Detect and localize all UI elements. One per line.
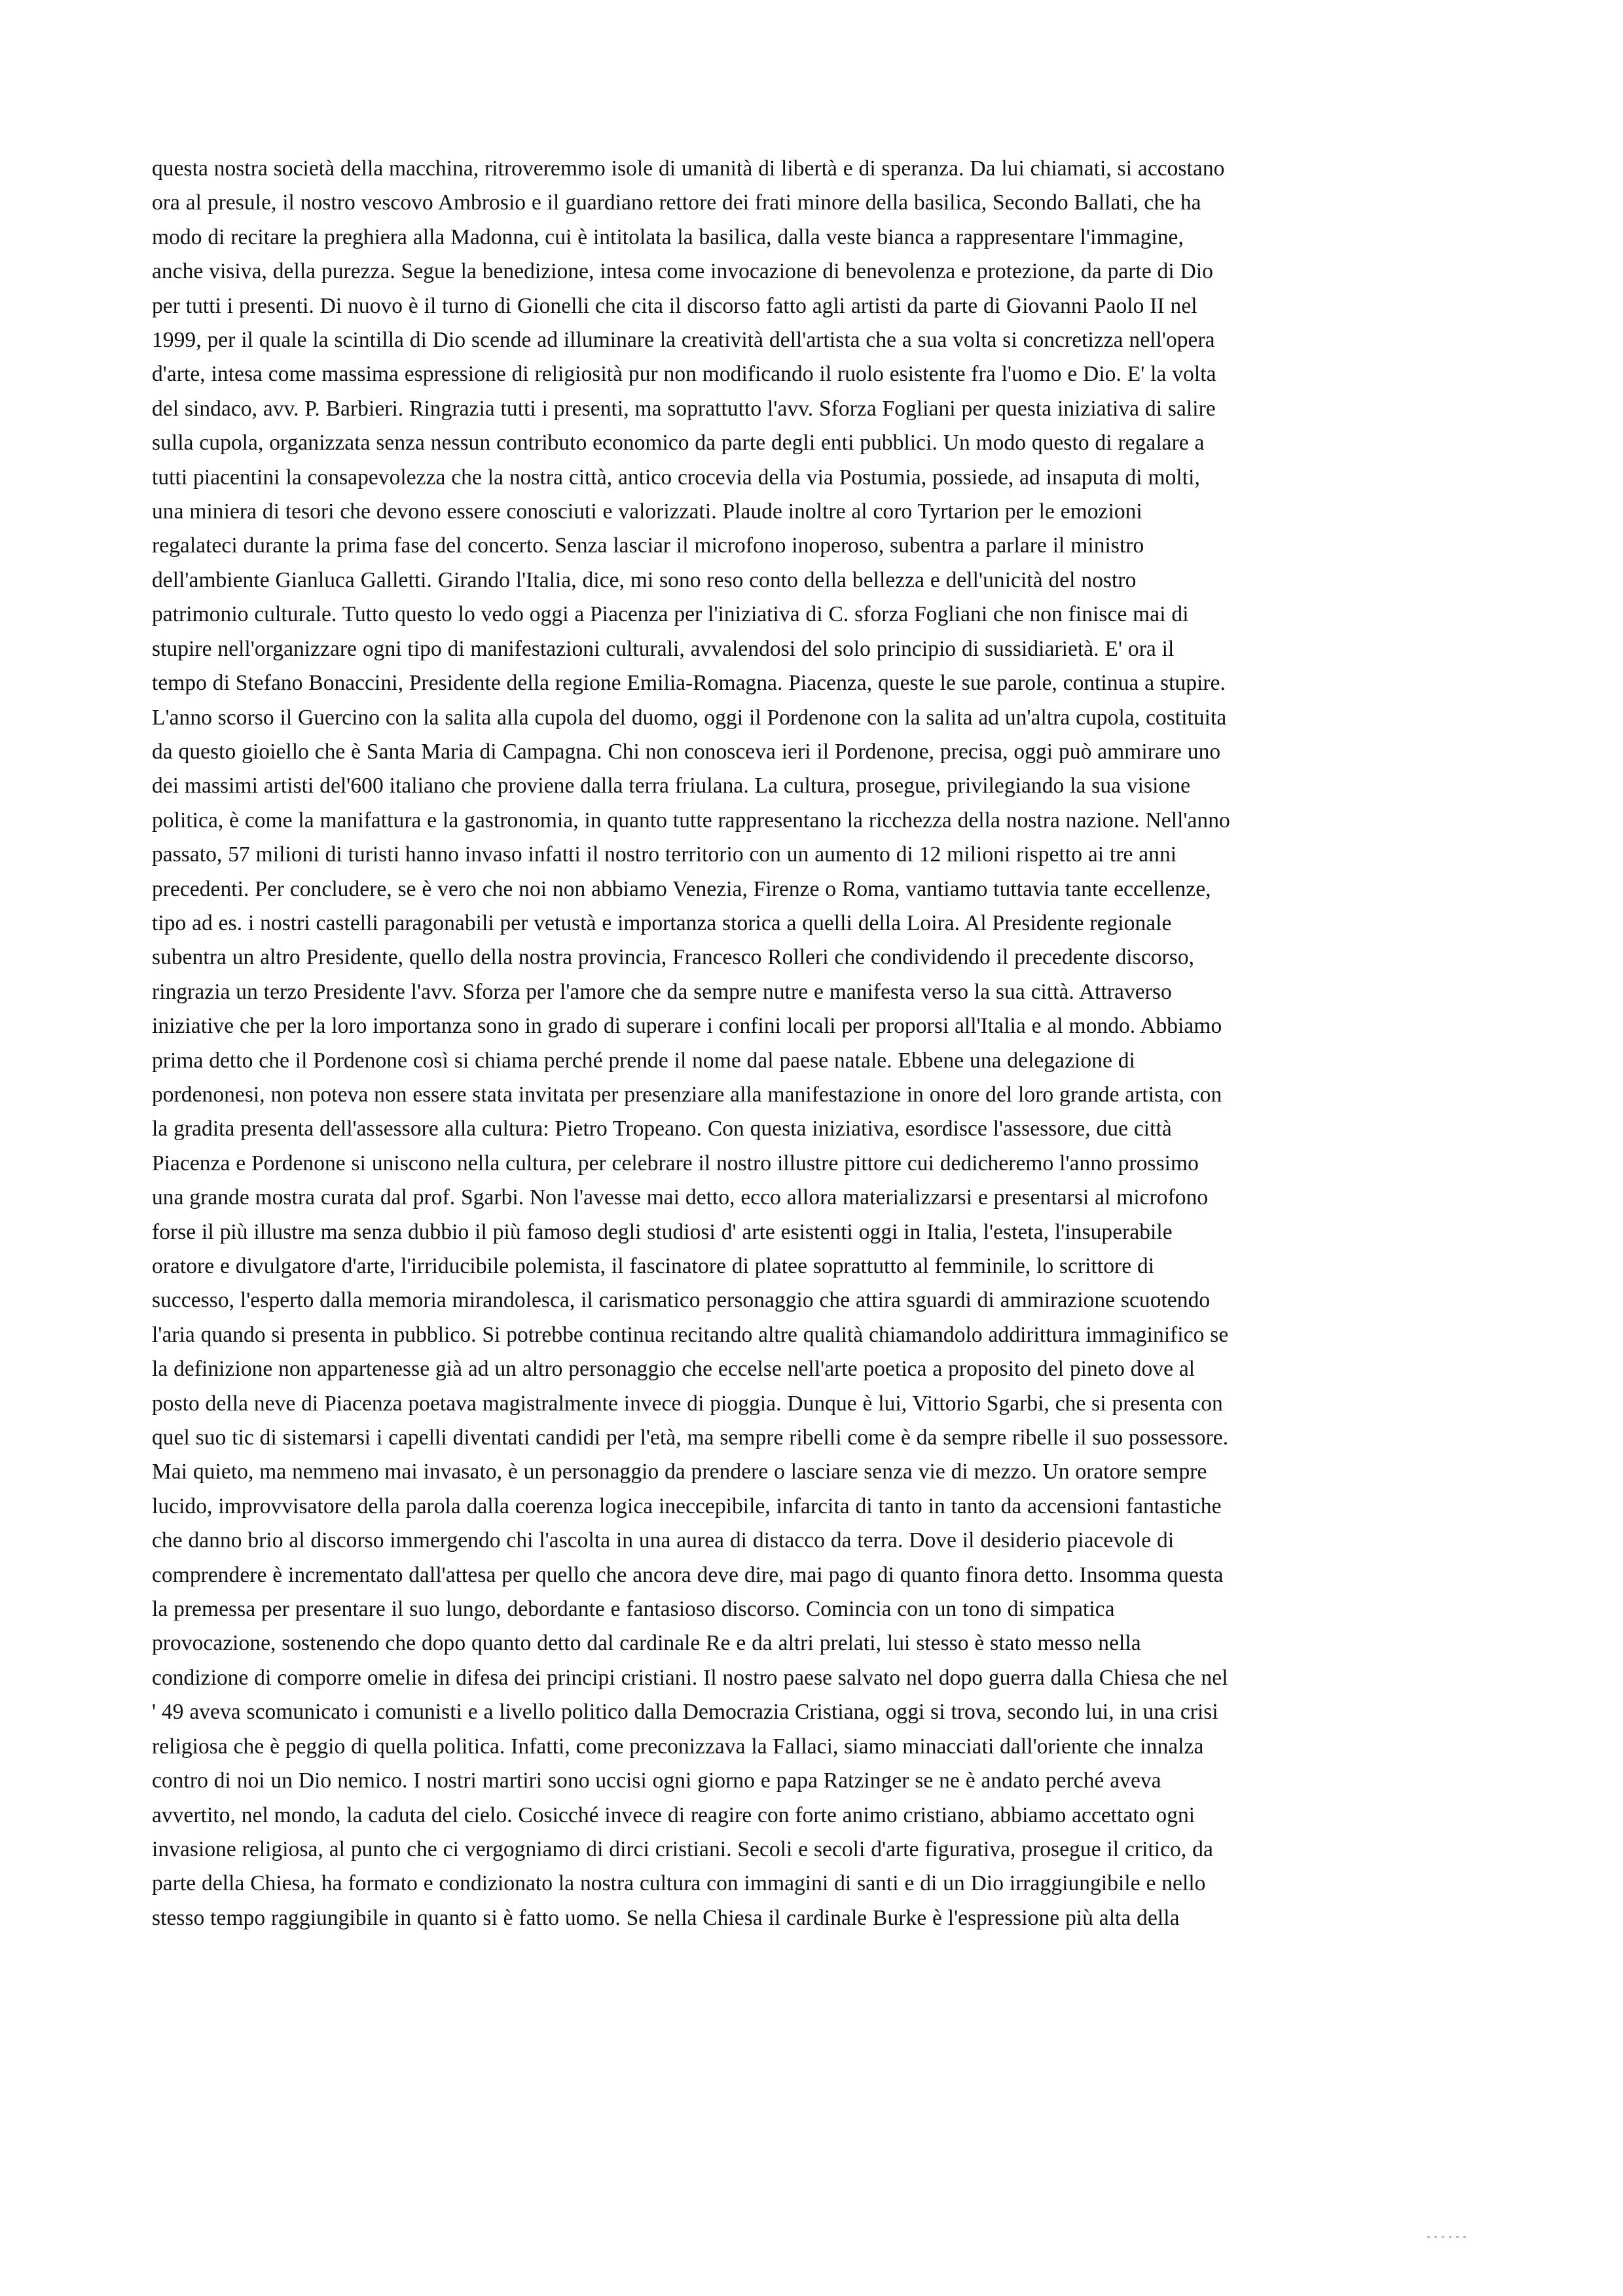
scan-tick [1463, 2236, 1466, 2238]
text-line: dei massimi artisti del'600 italiano che proviene dalla terra friulana. La cultura, prosegue, privilegiando la sua visione [152, 774, 1191, 798]
scan-tick [1456, 2236, 1459, 2238]
text-line: quel suo tic di sistemarsi i capelli diventati candidi per l'età, ma sempre ribelli come è da sempre ribelle il suo possessore. [152, 1426, 1229, 1450]
text-line: lucido, improvvisatore della parola dalla coerenza logica ineccepibile, infarcita di tanto in tanto da accensioni fantastiche [152, 1494, 1222, 1518]
scan-artifact-marks [1427, 2231, 1571, 2241]
text-line: Piacenza e Pordenone si uniscono nella cultura, per celebrare il nostro illustre pittore cui dedicheremo l'anno prossimo [152, 1151, 1199, 1175]
scan-tick [1427, 2236, 1430, 2238]
text-line: del sindaco, avv. P. Barbieri. Ringrazia tutti i presenti, ma soprattutto l'avv. Sforza Fogliani per questa iniziativa di salire [152, 396, 1216, 421]
text-line: oratore e divulgatore d'arte, l'irriducibile polemista, il fascinatore di platee soprattutto al femminile, lo scrittore di [152, 1254, 1155, 1278]
text-line: condizione di comporre omelie in difesa dei principi cristiani. Il nostro paese salvato nel dopo guerra dalla Chiesa che nel [152, 1665, 1228, 1690]
text-line: patrimonio culturale. Tutto questo lo vedo oggi a Piacenza per l'iniziativa di C. sforza Fogliani che non finisce mai di [152, 602, 1189, 627]
text-line: che danno brio al discorso immergendo chi l'ascolta in una aurea di distacco da terra. Dove il desiderio piacevole di [152, 1528, 1175, 1553]
text-line: provocazione, sostenendo che dopo quanto detto dal cardinale Re e da altri prelati, lui stesso è stato messo nella [152, 1631, 1141, 1656]
text-line: successo, l'esperto dalla memoria mirandolesca, il carismatico personaggio che attira sguardi di ammirazione scuotendo [152, 1288, 1211, 1313]
text-line: iniziative che per la loro importanza sono in grado di superare i confini locali per proporsi all'Italia e al mondo. Abbiamo [152, 1014, 1222, 1039]
text-line: dell'ambiente Gianluca Galletti. Girando l'Italia, dice, mi sono reso conto della bellezza e dell'unicità del nostro [152, 567, 1137, 592]
scan-tick [1434, 2236, 1437, 2238]
text-line: religiosa che è peggio di quella politica. Infatti, come preconizzava la Fallaci, siamo minacciati dall'oriente che innalza [152, 1734, 1204, 1759]
text-line: avvertito, nel mondo, la caduta del cielo. Cosicché invece di reagire con forte animo cristiano, abbiamo accettato ogni [152, 1803, 1195, 1827]
text-line: politica, è come la manifattura e la gastronomia, in quanto tutte rappresentano la ricchezza della nostra nazione. Nell'anno [152, 808, 1230, 833]
text-line: ringrazia un terzo Presidente l'avv. Sforza per l'amore che da sempre nutre e manifesta verso la sua città. Attraverso [152, 979, 1172, 1004]
text-line: precedenti. Per concludere, se è vero che noi non abbiamo Venezia, Firenze o Roma, vantiamo tuttavia tante eccellenze, [152, 876, 1211, 901]
text-line: tempo di Stefano Bonaccini, Presidente della regione Emilia-Romagna. Piacenza, queste le sue parole, continua a stupire. [152, 671, 1226, 696]
text-line: la gradita presenta dell'assessore alla cultura: Pietro Tropeano. Con questa iniziativa, esordisce l'assessore, due città [152, 1117, 1172, 1141]
text-line: da questo gioiello che è Santa Maria di Campagna. Chi non conosceva ieri il Pordenone, precisa, oggi può ammirare uno [152, 739, 1221, 764]
text-line: ora al presule, il nostro vescovo Ambrosio e il guardiano rettore dei frati minore della basilica, Secondo Ballati, che ha [152, 190, 1201, 215]
text-line: l'aria quando si presenta in pubblico. Si potrebbe continua recitando altre qualità chiamandolo addirittura immaginifico se [152, 1322, 1229, 1347]
text-line: una grande mostra curata dal prof. Sgarbi. Non l'avesse mai detto, ecco allora materializzarsi e presentarsi al microfono [152, 1185, 1209, 1210]
text-line: parte della Chiesa, ha formato e condizionato la nostra cultura con immagini di santi e di un Dio irraggiungibile e nello [152, 1871, 1206, 1896]
text-line: la premessa per presentare il suo lungo, debordante e fantasioso discorso. Comincia con un tono di simpatica [152, 1597, 1115, 1622]
scan-tick [1449, 2236, 1451, 2238]
text-line: forse il più illustre ma senza dubbio il più famoso degli studiosi d' arte esistenti oggi in Italia, l'esteta, l'insuperabile [152, 1219, 1173, 1244]
text-line: sulla cupola, organizzata senza nessun contributo economico da parte degli enti pubblici. Un modo questo di regalare a [152, 431, 1205, 456]
text-line: tipo ad es. i nostri castelli paragonabili per vetustà e importanza storica a quelli della Loira. Al Presidente regionale [152, 910, 1172, 935]
text-line: una miniera di tesori che devono essere conosciuti e valorizzati. Plaude inoltre al coro Tyrtarion per le emozioni [152, 499, 1142, 524]
text-line: comprendere è incrementato dall'attesa per quello che ancora deve dire, mai pago di quanto finora detto. Insomma questa [152, 1562, 1224, 1587]
text-line: stupire nell'organizzare ogni tipo di manifestazioni culturali, avvalendosi del solo principio di sussidiarietà. E' ora il [152, 636, 1175, 661]
text-line: ' 49 aveva scomunicato i comunisti e a livello politico dalla Democrazia Cristiana, oggi si trova, secondo lui, in una crisi [152, 1700, 1218, 1725]
text-line: per tutti i presenti. Di nuovo è il turno di Gionelli che cita il discorso fatto agli artisti da parte di Giovanni Paolo II nel [152, 293, 1197, 318]
text-line: modo di recitare la preghiera alla Madonna, cui è intitolata la basilica, dalla veste bianca a rappresentare l'immagine, [152, 224, 1184, 249]
body-text [152, 152, 1477, 1935]
text-line: anche visiva, della purezza. Segue la benedizione, intesa come invocazione di benevolenza e protezione, da parte di Dio [152, 259, 1213, 284]
body-paragraph [152, 152, 1477, 1935]
text-line: stesso tempo raggiungibile in quanto si è fatto uomo. Se nella Chiesa il cardinale Burke è l'espressione più alta della [152, 1905, 1180, 1930]
text-line: Mai quieto, ma nemmeno mai invasato, è un personaggio da prendere o lasciare senza vie di mezzo. Un oratore sempre [152, 1460, 1207, 1484]
text-line: posto della neve di Piacenza poetava magistralmente invece di pioggia. Dunque è lui, Vittorio Sgarbi, che si presenta con [152, 1391, 1223, 1416]
text-line: passato, 57 milioni di turisti hanno invaso infatti il nostro territorio con un aumento di 12 milioni rispetto ai tre anni [152, 842, 1177, 867]
text-line: invasione religiosa, al punto che ci vergogniamo di dirci cristiani. Secoli e secoli d'arte figurativa, prosegue il critico, da [152, 1837, 1213, 1861]
text-line: contro di noi un Dio nemico. I nostri martiri sono uccisi ogni giorno e papa Ratzinger se ne è andato perché aveva [152, 1768, 1161, 1793]
scan-tick [1442, 2236, 1444, 2238]
text-line: L'anno scorso il Guercino con la salita alla cupola del duomo, oggi il Pordenone con la salita ad un'altra cupola, costituita [152, 705, 1227, 730]
text-line: tutti piacentini la consapevolezza che la nostra città, antico crocevia della via Postumia, possiede, ad insaputa di molti, [152, 465, 1200, 490]
text-line: prima detto che il Pordenone così si chiama perché prende il nome dal paese natale. Ebbene una delegazione di [152, 1048, 1135, 1073]
text-line: questa nostra società della macchina, ritroveremmo isole di umanità di libertà e di speranza. Da lui chiamati, si accostano [152, 156, 1225, 181]
text-line: 1999, per il quale la scintilla di Dio scende ad illuminare la creatività dell'artista che a sua volta si concretizza nell'opera [152, 328, 1215, 353]
text-line: regalateci durante la prima fase del concerto. Senza lasciar il microfono inoperoso, subentra a parlare il ministro [152, 533, 1144, 558]
text-line: d'arte, intesa come massima espressione di religiosità pur non modificando il ruolo esistente fra l'uomo e Dio. E' la volta [152, 362, 1216, 387]
text-line: la definizione non appartenesse già ad un altro personaggio che eccelse nell'arte poetica a proposito del pineto dove al [152, 1357, 1195, 1382]
text-line: pordenonesi, non poteva non essere stata invitata per presenziare alla manifestazione in onore del loro grande artista, con [152, 1082, 1222, 1107]
text-line: subentra un altro Presidente, quello della nostra provincia, Francesco Rolleri che condividendo il precedente discorso, [152, 945, 1195, 970]
